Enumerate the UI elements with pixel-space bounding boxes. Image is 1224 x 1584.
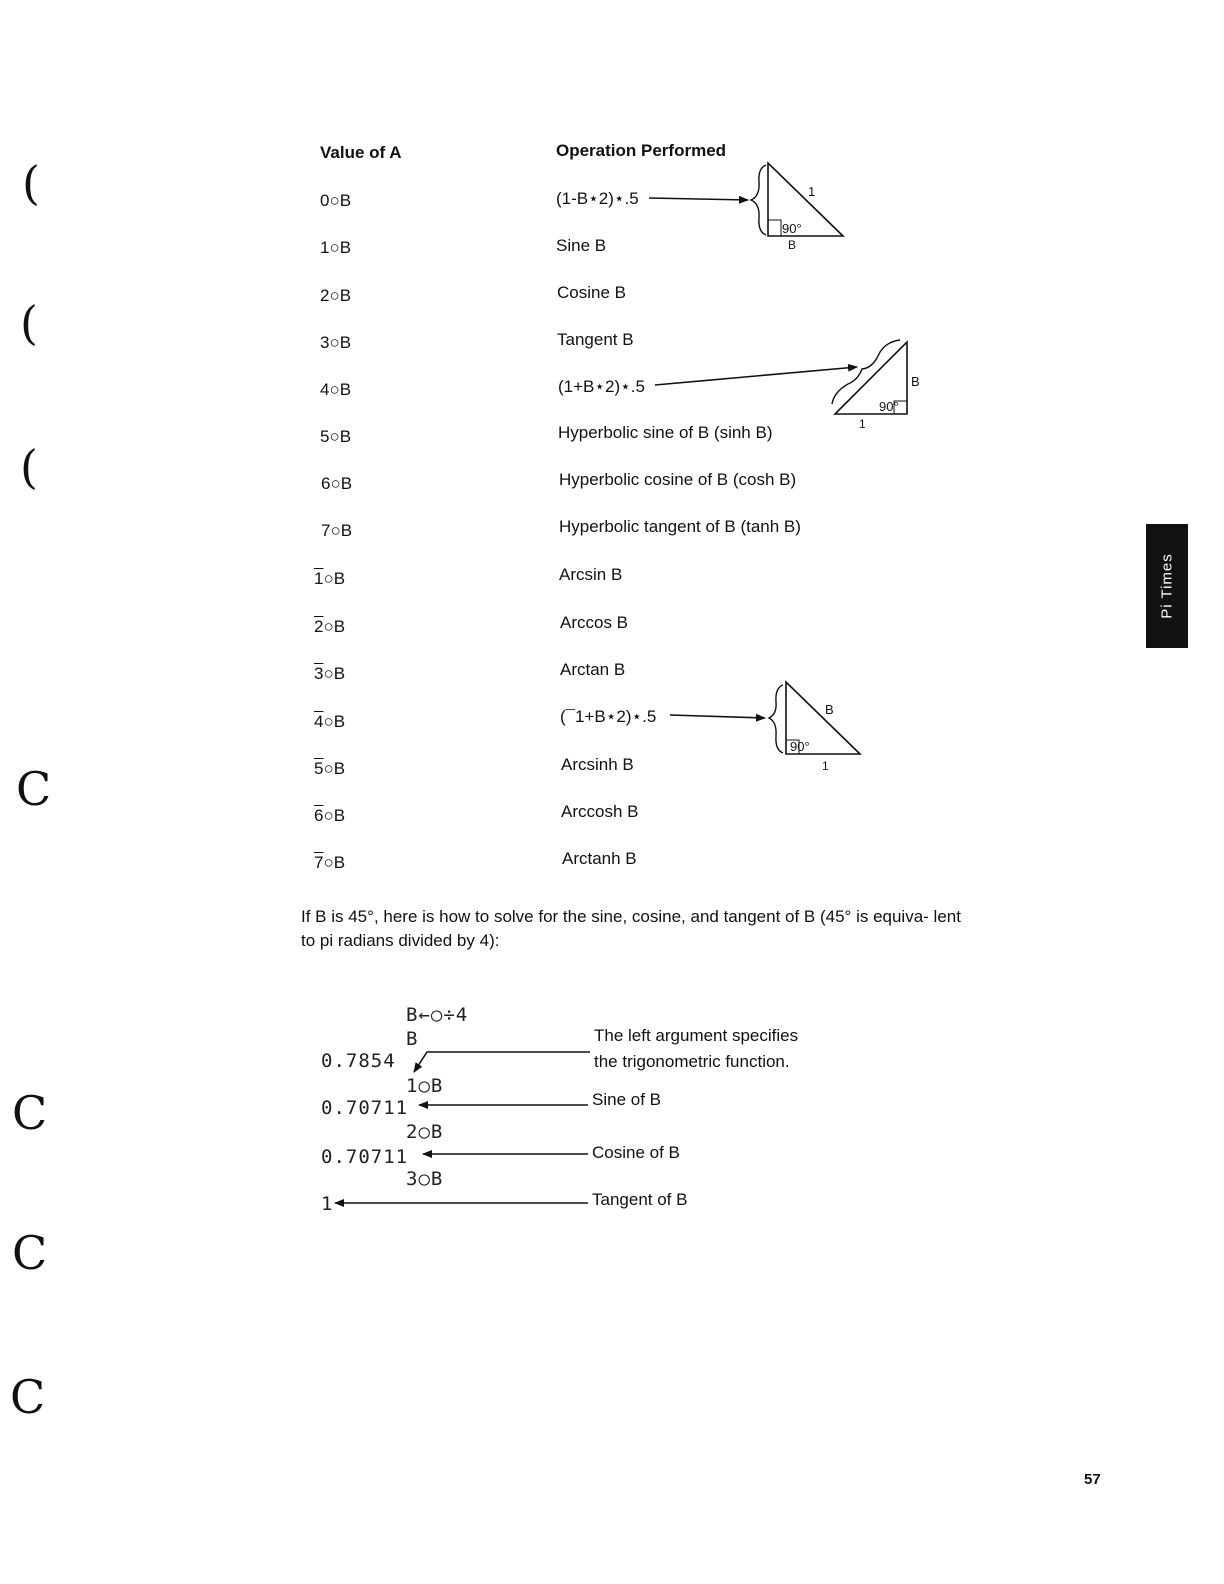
table-row-operation: Hyperbolic tangent of B (tanh B): [559, 517, 801, 536]
note-tangent: Tangent of B: [592, 1190, 688, 1209]
example-line: 2○B: [406, 1121, 444, 1143]
example-line: B: [406, 1028, 419, 1050]
binder-mark: (: [20, 296, 38, 350]
brace-icon: [751, 165, 766, 235]
arrow-line: [655, 367, 857, 385]
binder-mark: (: [22, 156, 40, 210]
table-row-value: 7○B: [314, 853, 346, 872]
table-row-value: 3○B: [320, 333, 352, 352]
table-row-value: 5○B: [314, 759, 346, 778]
table-row-value: 4○B: [320, 380, 352, 399]
note-cosine: Cosine of B: [592, 1143, 680, 1162]
table-row-operation: Hyperbolic sine of B (sinh B): [558, 423, 773, 442]
right-triangle-icon: [768, 163, 843, 236]
right-angle-mark: [768, 220, 781, 236]
table-row-value: 0○B: [320, 191, 352, 210]
binder-mark: C: [12, 1226, 48, 1280]
note-sine: Sine of B: [592, 1090, 661, 1109]
triangle-label: 90°: [782, 221, 802, 236]
header-value-of-a: Value of A: [320, 143, 402, 162]
table-row-operation: Cosine B: [557, 283, 626, 302]
triangle-label: 1: [808, 184, 816, 199]
explanation-paragraph: If B is 45°, here is how to solve for the sine, cosine, and tangent of B (45° is equiva- lent to pi radians divided by 4):: [301, 907, 961, 950]
binder-mark: C: [10, 1370, 46, 1424]
example-line: 0.70711: [321, 1146, 409, 1168]
table-row-operation: Arccos B: [560, 613, 629, 632]
example-line: 1: [321, 1193, 334, 1215]
header-operation-performed: Operation Performed: [556, 141, 727, 160]
table-row-value: 7○B: [321, 521, 353, 540]
example-line: 0.7854: [321, 1050, 396, 1072]
table-row-operation: Arctan B: [560, 660, 626, 679]
table-row-operation: Sine B: [556, 236, 607, 255]
table-row-value: 6○B: [314, 806, 346, 825]
example-line: 3○B: [406, 1168, 444, 1190]
binder-mark: C: [12, 1086, 48, 1140]
example-line: 1○B: [406, 1075, 444, 1097]
table-row-value: 2○B: [314, 617, 346, 636]
arrow-line: [649, 198, 748, 200]
triangle-label: 1: [822, 759, 829, 773]
triangle-label: B: [911, 374, 920, 389]
brace-icon: [769, 685, 783, 753]
table-row-operation: Arccosh B: [561, 802, 639, 821]
example-line: 0.70711: [321, 1097, 409, 1119]
page-number: 57: [1084, 1471, 1101, 1488]
triangle-diagram-3: [670, 682, 860, 773]
table-row-operation: Arctanh B: [562, 849, 637, 868]
table-row-operation: Hyperbolic cosine of B (cosh B): [559, 470, 797, 489]
table-row-value: 3○B: [314, 664, 346, 683]
table-row-value: 5○B: [320, 427, 352, 446]
note-left-argument: The left argument specifies: [594, 1026, 799, 1045]
triangle-label: 90°: [879, 399, 899, 414]
brace-icon: [832, 340, 900, 404]
table-row-operation: Arcsin B: [559, 565, 623, 584]
table-row-value: 1○B: [314, 569, 346, 588]
example-line: B←○÷4: [406, 1004, 469, 1026]
triangle-diagram-1: [649, 163, 843, 252]
table-row-operation: (1-B⋆2)⋆.5: [556, 189, 639, 208]
note-trig-function: the trigonometric function.: [594, 1052, 790, 1071]
binder-mark: C: [16, 762, 52, 816]
binder-mark: (: [20, 440, 38, 494]
arrow-line: [414, 1052, 590, 1072]
example-arrows: [335, 1052, 590, 1203]
triangle-label: 90°: [790, 739, 810, 754]
table-row-value: 2○B: [320, 286, 352, 305]
table-row-operation: Tangent B: [557, 330, 634, 349]
table-row-operation: (1+B⋆2)⋆.5: [558, 377, 645, 396]
triangle-label: B: [788, 238, 797, 252]
triangle-label: B: [825, 702, 834, 717]
table-row-value: 4○B: [314, 712, 346, 731]
side-tab: Pi Times: [1146, 524, 1188, 648]
table-row-operation: (¯1+B⋆2)⋆.5: [560, 707, 657, 726]
triangle-diagram-2: [655, 340, 920, 431]
arrow-line: [670, 715, 765, 718]
table-row-value: 6○B: [321, 474, 353, 493]
table-row-operation: Arcsinh B: [561, 755, 634, 774]
triangle-label: 1: [859, 417, 866, 431]
table-row-value: 1○B: [320, 238, 352, 257]
